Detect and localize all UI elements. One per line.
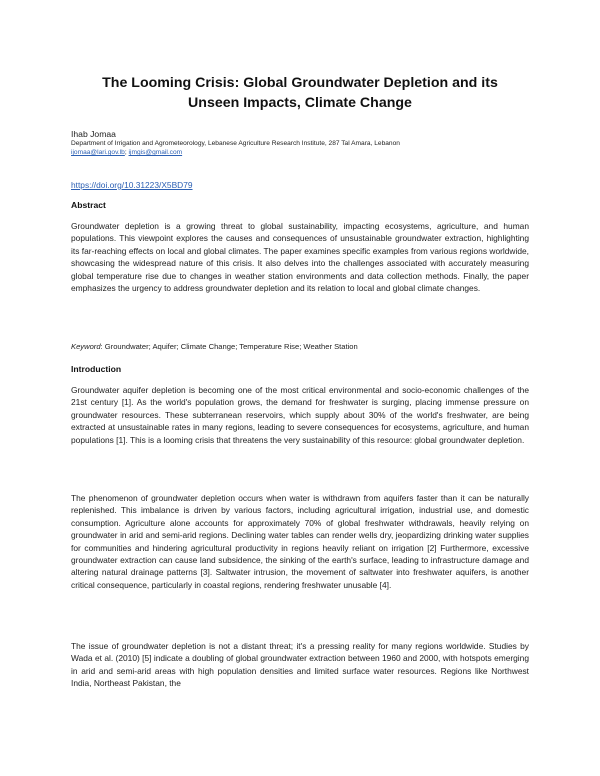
author-name: Ihab Jomaa: [71, 129, 116, 139]
intro-paragraph-2: The phenomenon of groundwater depletion occurs when water is withdrawn from aquifers faster than it can be naturally replenished. This imbalance is driven by various factors, including agricultural irrigation, industrial use, and domestic consumption. Agriculture alone accounts for approximately 70% of global freshwater withdrawals, heavily relying on groundwater in arid and semi-arid regions. Declining water tables can render wells dry, jeopardizing drinking water supplies for communities and hindering agricultural productivity in regions heavily reliant on irrigation [2] Furthermore, excessive groundwater extraction can cause land subsidence, the sinking of the earth's surface, leading to infrastructure damage and altering natural drainage patterns [3]. Saltwater intrusion, the movement of saltwater into freshwater aquifers, is another critical consequence, particularly in coastal regions, rendering freshwater unusable [4].: [71, 493, 529, 590]
keyword-list: : Groundwater; Aquifer; Climate Change; Temperature Rise; Weather Station: [100, 342, 358, 351]
title-line-2: Unseen Impacts, Climate Change: [188, 95, 412, 111]
abstract-text: Groundwater depletion is a growing threat to global sustainability, impacting ecosystems, agriculture, and human populations. This viewpoint explores the causes and consequences of unsustainable groundwater extraction, highlighting its far-reaching effects on local and global climates. The paper examines specific examples from various regions worldwide, showcasing the widespread nature of this crisis. It also delves into the challenges associated with accurately measuring global temperature rise due to changes in weather station environments and data collection methods. Finally, the paper emphasizes the urgency to address groundwater depletion and its relation to local and global climate changes.: [71, 221, 529, 294]
intro-paragraph-1: Groundwater aquifer depletion is becoming one of the most critical environmental and socio-economic challenges of the 21st century [1]. As the world's population grows, the demand for freshwater is surging, placing immense pressure on groundwater resources. These subterranean reservoirs, which supply about 30% of the world's freshwater, are being extracted at unsustainable rates in many regions, leading to severe consequences for ecosystems, agriculture, and human populations [1]. This is a looming crisis that threatens the very sustainability of this resource: global groundwater depletion.: [71, 385, 529, 445]
author-emails: [71, 149, 182, 156]
email-link-1[interactable]: ijomaa@lari.gov.lb: [71, 149, 125, 156]
paper-title: [60, 73, 540, 113]
title-line-1: The Looming Crisis: Global Groundwater Depletion and its: [102, 75, 498, 91]
abstract-heading: Abstract: [71, 200, 106, 210]
doi-link[interactable]: https://doi.org/10.31223/X5BD79: [71, 180, 193, 190]
keywords: [71, 342, 358, 351]
keyword-label: Keyword: [71, 342, 101, 351]
introduction-heading: Introduction: [71, 364, 122, 374]
email-separator: ;: [124, 149, 129, 156]
email-link-2[interactable]: ijmgis@gmail.com: [128, 149, 183, 156]
author-affiliation: Department of Irrigation and Agrometeorology, Lebanese Agriculture Research Institute, 287 Tal Amara, Lebanon: [71, 140, 400, 147]
intro-paragraph-3: The issue of groundwater depletion is not a distant threat; it's a pressing reality for many regions worldwide. Studies by Wada et al. (2010) [5] indicate a doubling of global groundwater extraction between 1960 and 2000, with hotspots emerging in arid and semi-arid areas with high population densities and limited surface water resources. Regions like Northwest India, Northeast Pakistan, the: [71, 641, 529, 689]
